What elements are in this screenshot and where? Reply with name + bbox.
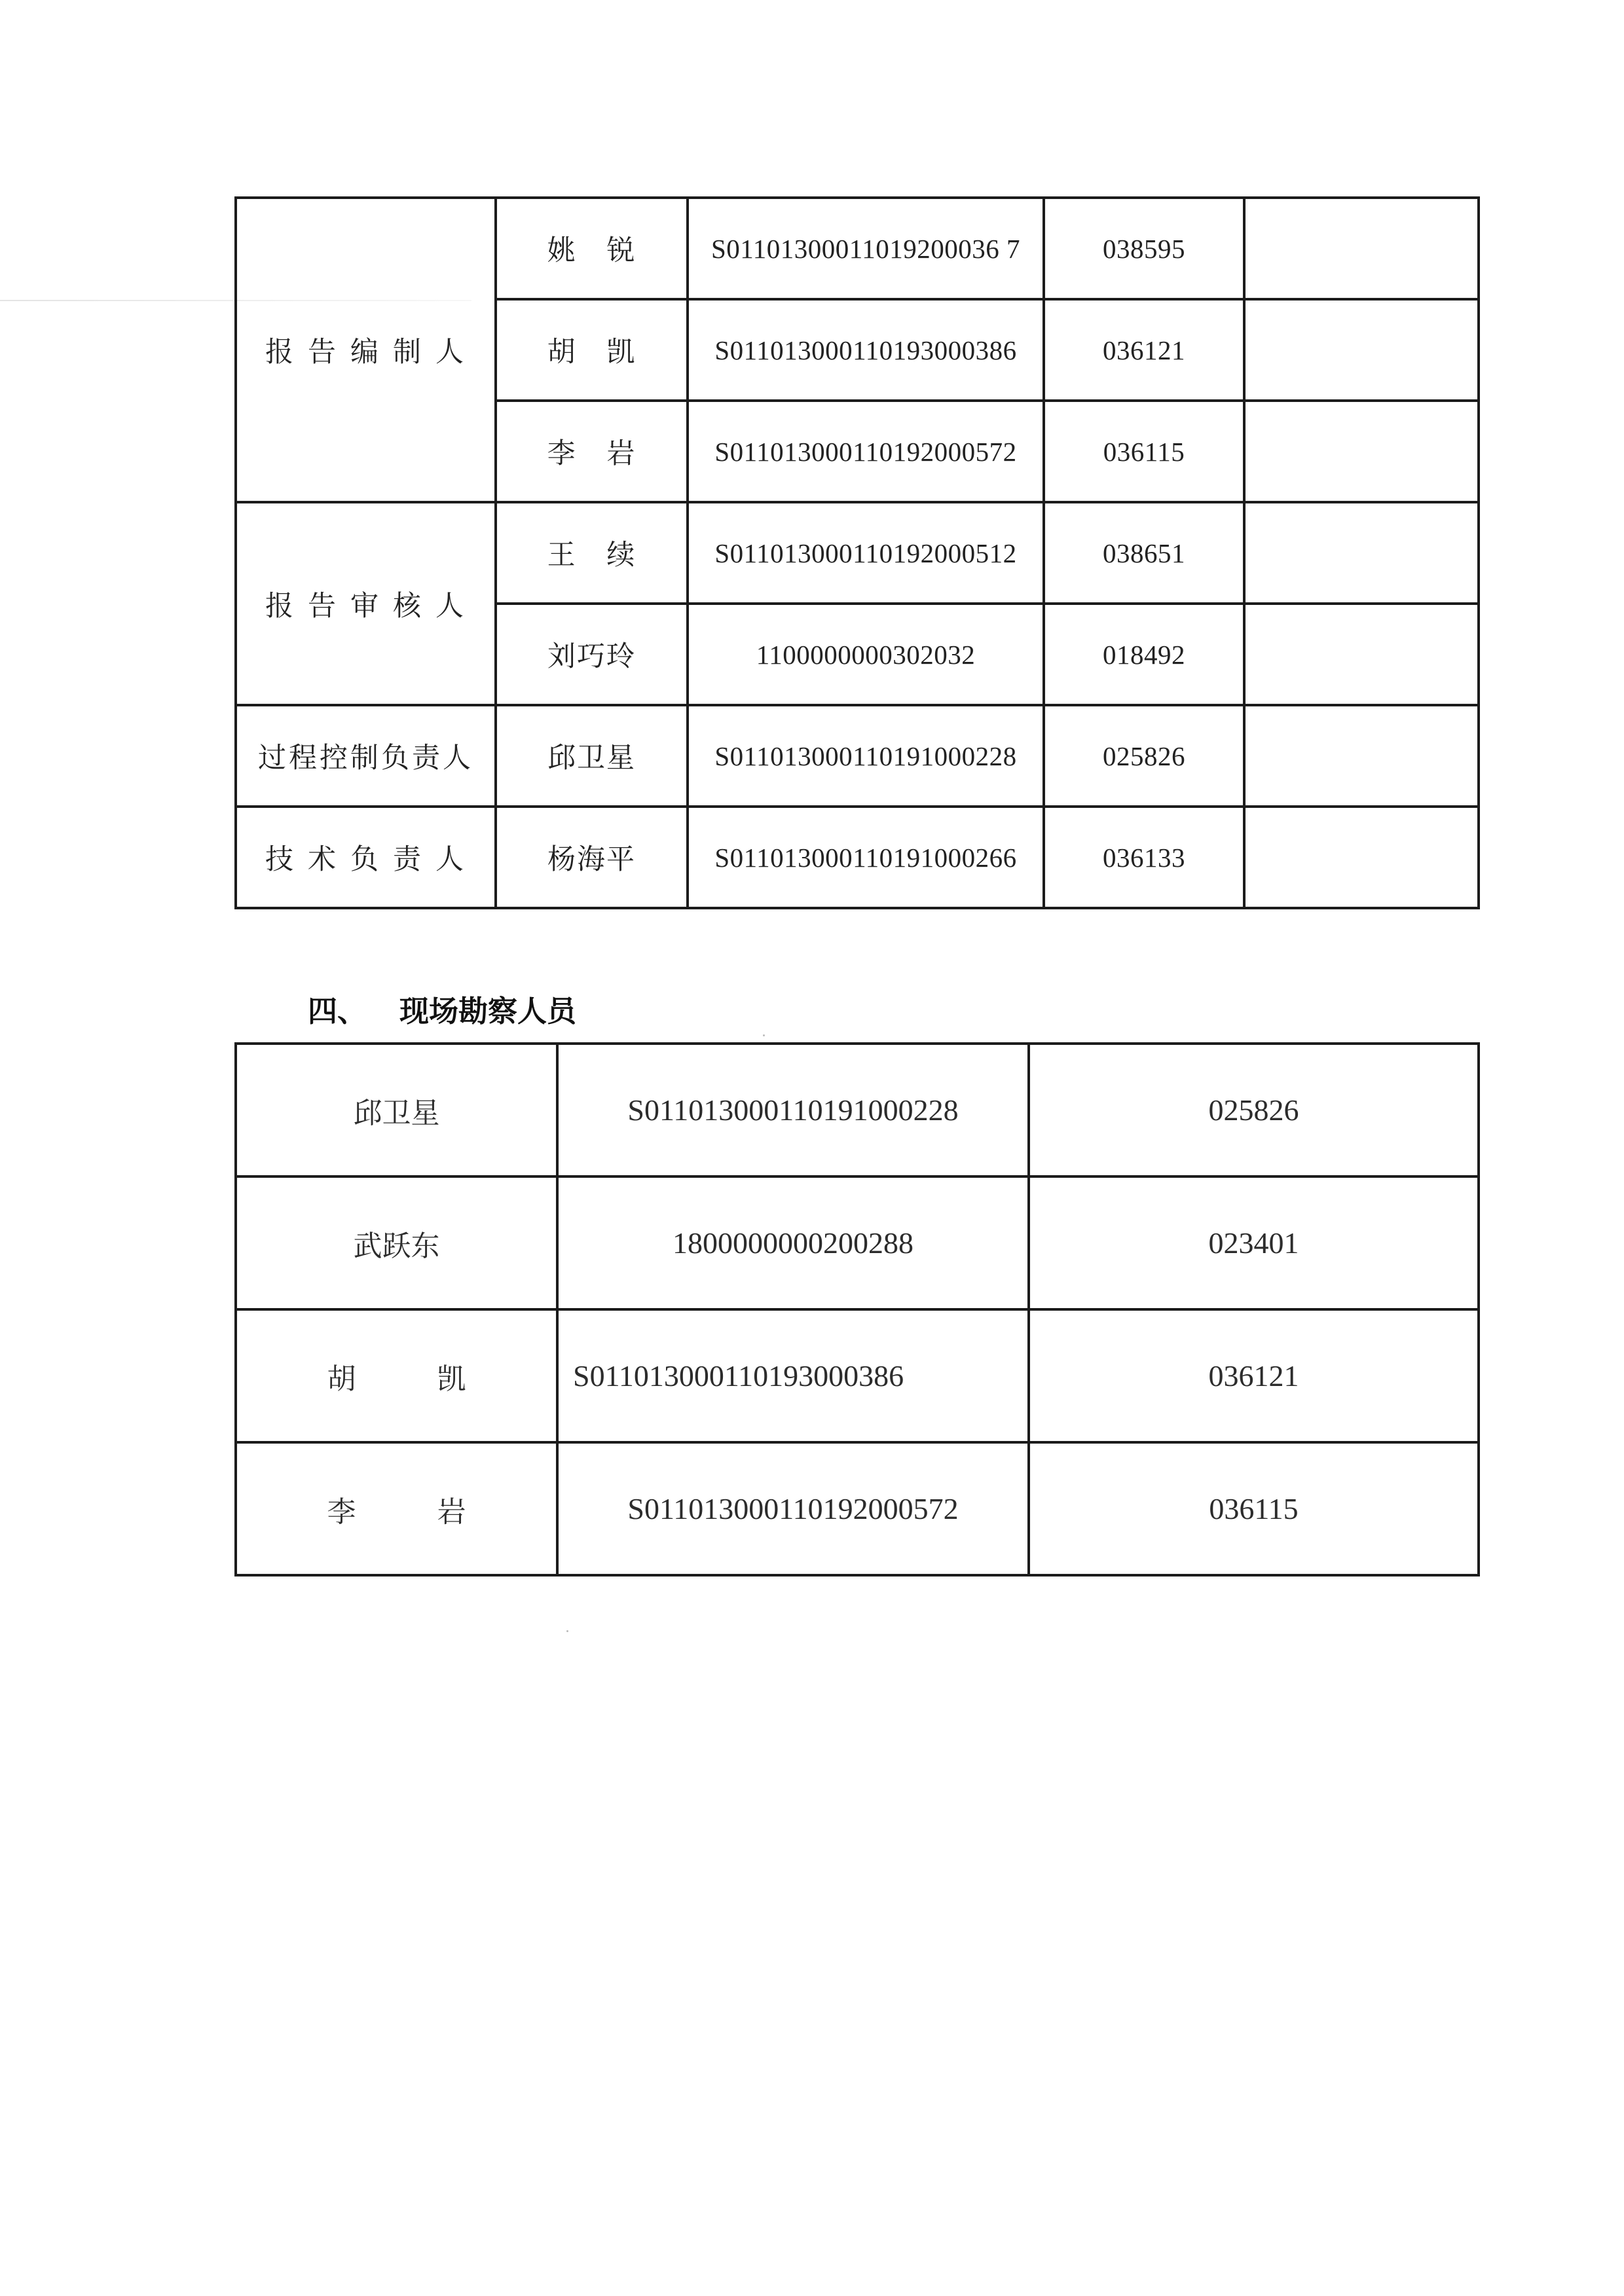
table-row (236, 807, 1479, 908)
certificate-number-cell: S011013000110191000228 (688, 705, 1044, 807)
certificate-number-cell: 1800000000200288 (557, 1176, 1029, 1309)
registration-code-cell: 038595 (1044, 198, 1244, 299)
registration-code-cell: 038651 (1044, 502, 1244, 604)
certificate-number-cell: S011013000110193000386 (688, 299, 1044, 401)
registration-code-cell: 023401 (1029, 1176, 1479, 1309)
name-cell: 胡 凯 (236, 1309, 557, 1442)
name-cell: 胡 凯 (496, 299, 688, 401)
role-cell: 报告编制人 (236, 198, 496, 502)
name-cell: 王 续 (496, 502, 688, 604)
note-cell (1244, 198, 1479, 299)
section-number: 四、 (308, 994, 367, 1029)
certificate-number-cell: S01101300011019200036 7 (688, 198, 1044, 299)
name-cell: 武跃东 (236, 1176, 557, 1309)
table-row (236, 705, 1479, 807)
registration-code-cell: 025826 (1029, 1044, 1479, 1176)
table-row (236, 1176, 1479, 1309)
report-personnel-table (234, 196, 1480, 909)
registration-code-cell: 036115 (1044, 401, 1244, 502)
certificate-number-cell: S011013000110192000572 (557, 1442, 1029, 1575)
name-cell: 邱卫星 (236, 1044, 557, 1176)
name-cell: 杨海平 (496, 807, 688, 908)
table-row (236, 1309, 1479, 1442)
name-cell: 李 岩 (236, 1442, 557, 1575)
section-title: 现场勘察人员 (399, 994, 577, 1029)
table-row (236, 1044, 1479, 1176)
note-cell (1244, 299, 1479, 401)
site-survey-personnel-table (234, 1042, 1480, 1576)
name-cell: 邱卫星 (496, 705, 688, 807)
role-cell: 报告审核人 (236, 502, 496, 705)
registration-code-cell: 036133 (1044, 807, 1244, 908)
name-cell: 姚 锐 (496, 198, 688, 299)
table-row (236, 1442, 1479, 1575)
registration-code-cell: 018492 (1044, 604, 1244, 705)
table-row (236, 502, 1479, 604)
registration-code-cell: 036121 (1029, 1309, 1479, 1442)
certificate-number-cell: S011013000110192000512 (688, 502, 1044, 604)
note-cell (1244, 604, 1479, 705)
certificate-number-cell: S011013000110191000228 (557, 1044, 1029, 1176)
registration-code-cell: 036115 (1029, 1442, 1479, 1575)
registration-code-cell: 036121 (1044, 299, 1244, 401)
note-cell (1244, 807, 1479, 908)
table-row (236, 198, 1479, 299)
certificate-number-cell: 1100000000302032 (688, 604, 1044, 705)
certificate-number-cell: S011013000110192000572 (688, 401, 1044, 502)
scan-speck (566, 1630, 568, 1632)
scan-speck (763, 1034, 765, 1036)
role-cell: 过程控制负责人 (236, 705, 496, 807)
certificate-number-cell: S011013000110193000386 (557, 1309, 1029, 1442)
name-cell: 李 岩 (496, 401, 688, 502)
note-cell (1244, 401, 1479, 502)
certificate-number-cell: S011013000110191000266 (688, 807, 1044, 908)
role-cell: 技术负责人 (236, 807, 496, 908)
registration-code-cell: 025826 (1044, 705, 1244, 807)
note-cell (1244, 502, 1479, 604)
section-heading (308, 987, 576, 1030)
note-cell (1244, 705, 1479, 807)
name-cell: 刘巧玲 (496, 604, 688, 705)
